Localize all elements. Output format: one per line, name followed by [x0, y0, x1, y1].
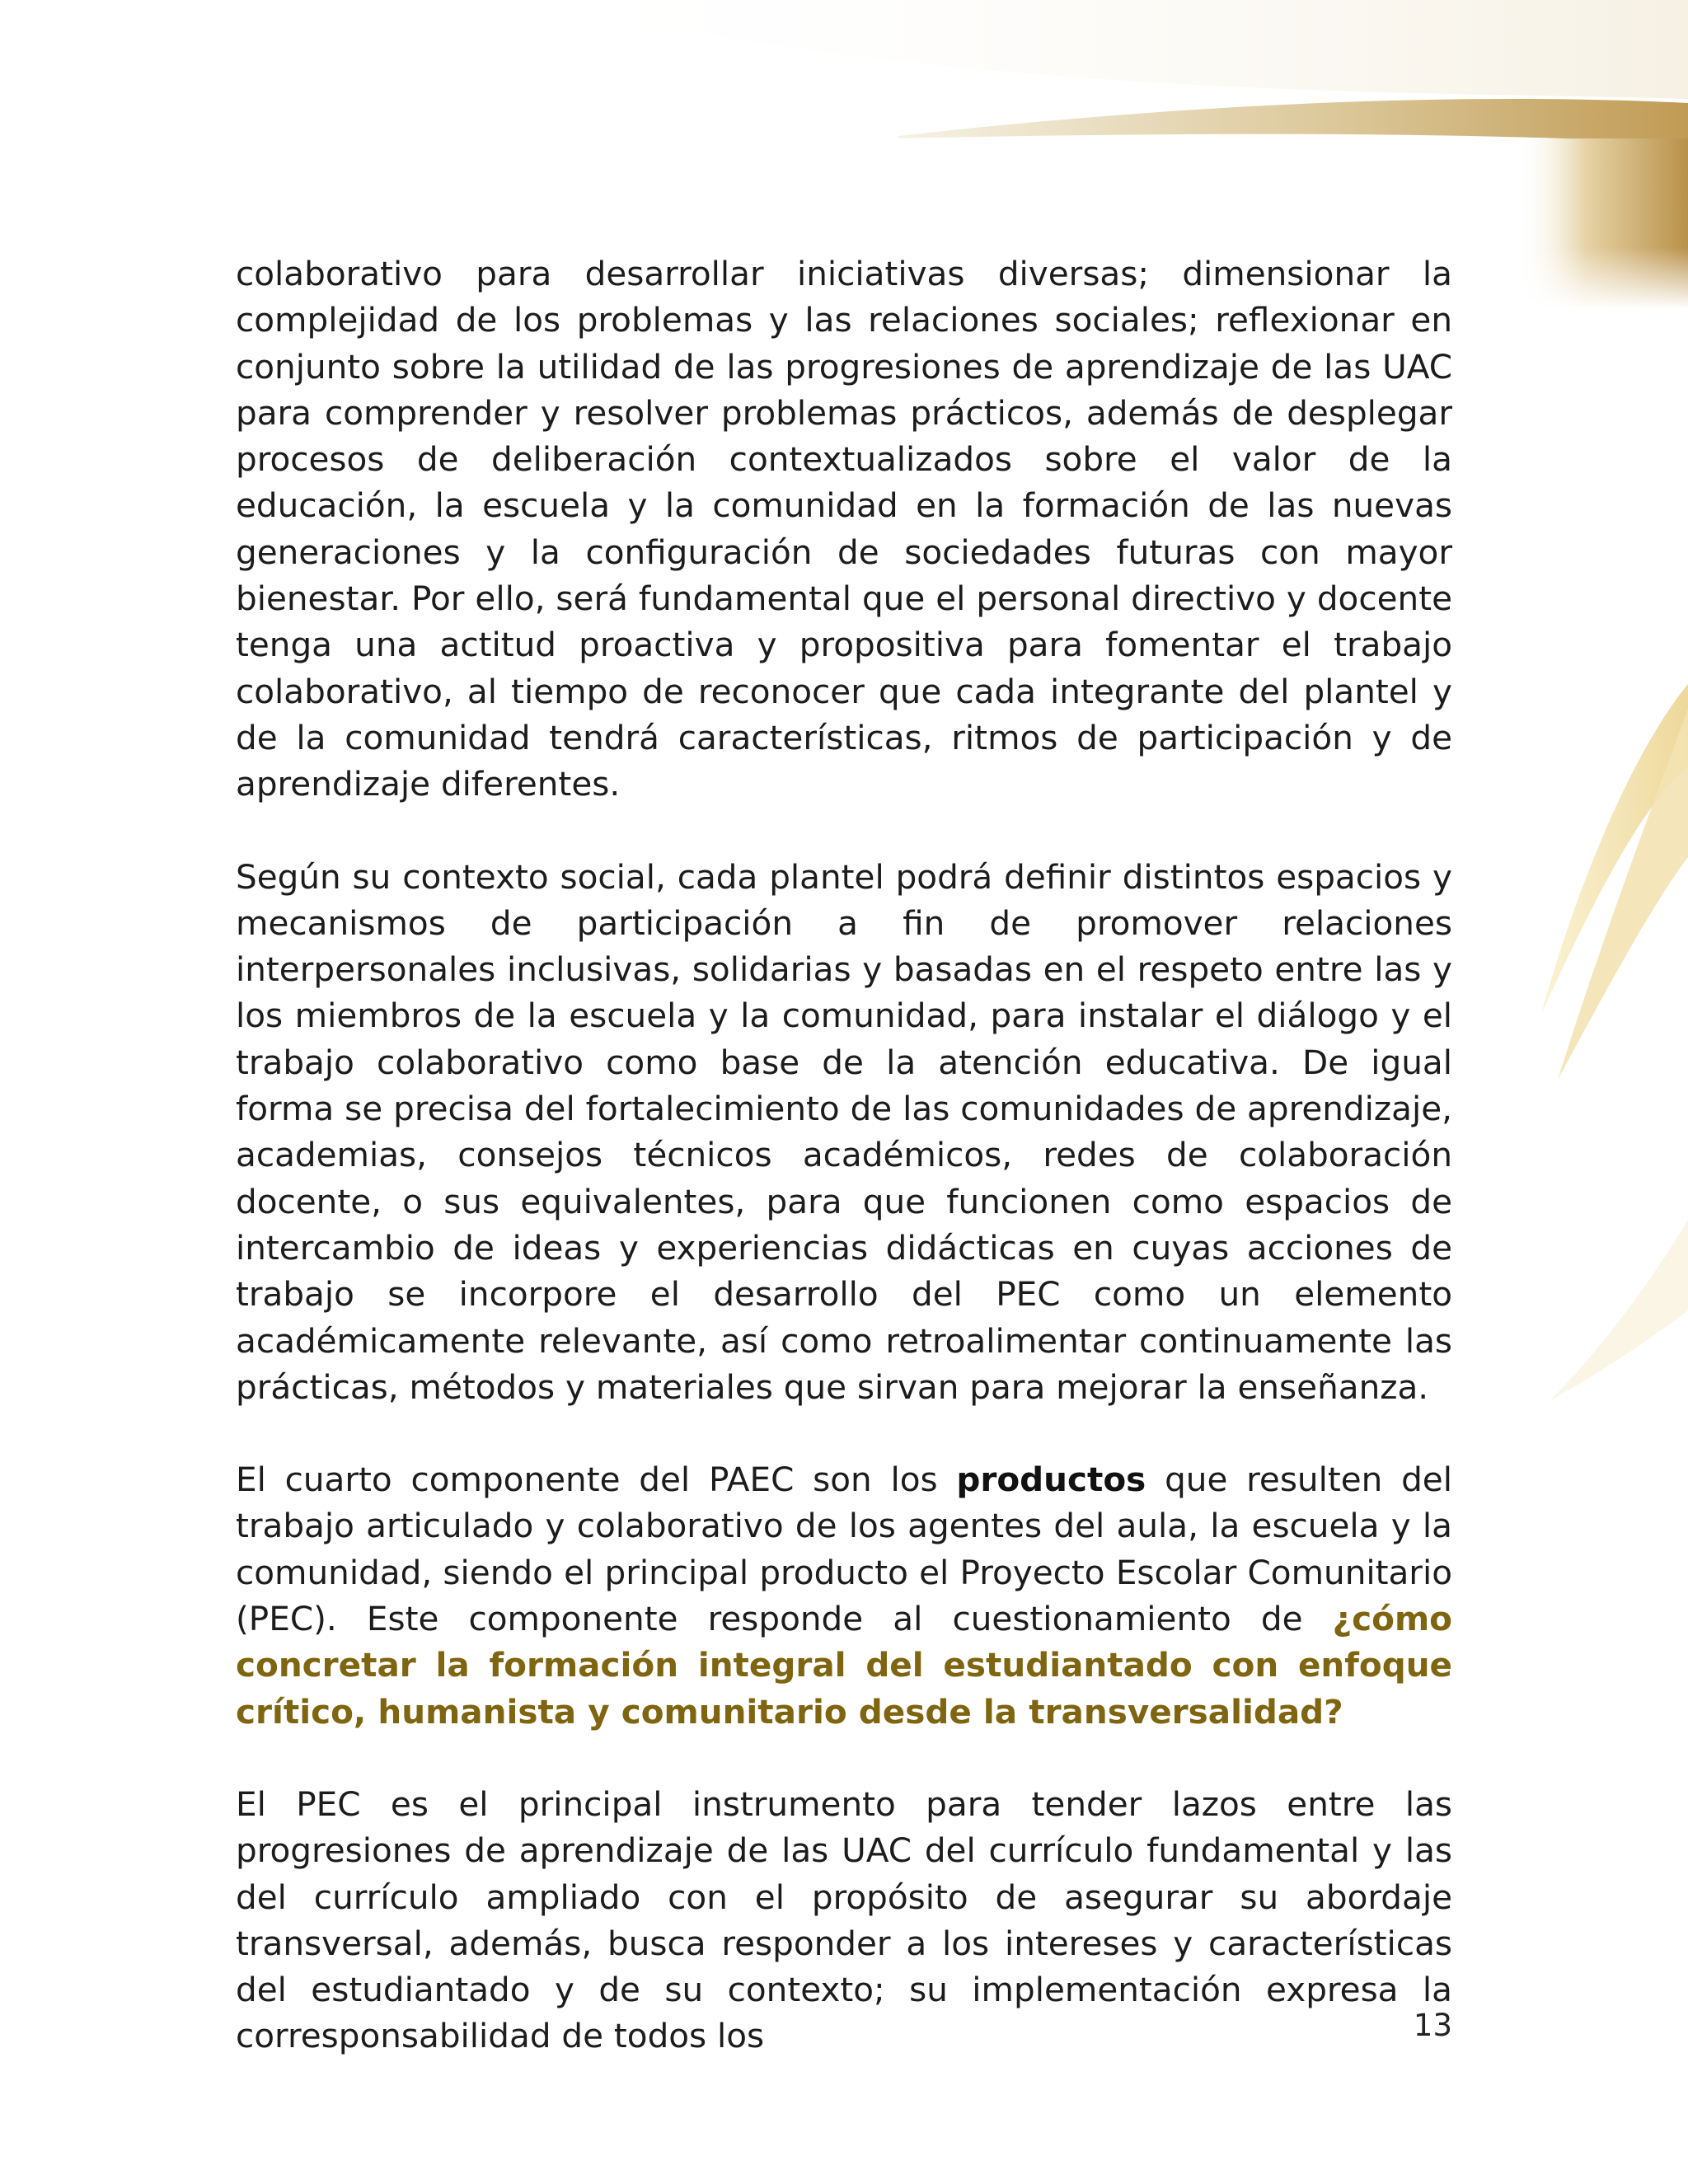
- paragraph-2: Según su contexto social, cada plantel podrá definir distintos espacios y mecanismos de participación a fin de promover relaciones interpersonales inclusivas, solidarias y basadas en el respeto entre las y los miembros de la escuela y la comunidad, para instalar el diálogo y el trabajo colaborativo como base de la atención educativa. De igual forma se precisa del fortalecimiento de las comunidades de aprendizaje, academias, consejos técnicos académicos, redes de colaboración docente, o sus equivalentes, para que funcionen como espacios de intercambio de ideas y experiencias didácticas en cuyas acciones de trabajo se incorpore el desarrollo del PEC como un elemento académicamente relevante, así como retroalimentar continuamente las prácticas, métodos y materiales que sirvan para mejorar la enseñanza.: [236, 856, 1452, 1407]
- document-body: [236, 251, 1452, 2060]
- paragraph-3-text-b: que resulten del trabajo articulado y colaborativo de los agentes del aula, la escuela y la comunidad, siendo el principal producto el Proyecto Escolar Comunitario (PEC). Este componente responde al cuestionamiento de: [236, 1460, 1452, 1639]
- paragraph-4: El PEC es el principal instrumento para tender lazos entre las progresiones de aprendizaje de las UAC del currículo fundamental y las del currículo ampliado con el propósito de asegurar su abordaje transversal, además, busca responder a los intereses y características del estudiantado y de su contexto; su implementación expresa la corresponsabilidad de todos los: [236, 1783, 1452, 2056]
- paragraph-1: colaborativo para desarrollar iniciativas diversas; dimensionar la complejidad de los problemas y las relaciones sociales; reflexionar en conjunto sobre la utilidad de las progresiones de aprendizaje de las UAC para comprender y resolver problemas prácticos, además de desplegar procesos de deliberación contextualizados sobre el valor de la educación, la escuela y la comunidad en la formación de las nuevas generaciones y la configuración de sociedades futuras con mayor bienestar. Por ello, será fundamental que el personal directivo y docente tenga una actitud proactiva y propositiva para fomentar el trabajo colaborativo, al tiempo de reconocer que cada integrante del plantel y de la comunidad tendrá características, ritmos de participación y de aprendizaje diferentes.: [236, 254, 1452, 804]
- page-number: 13: [1413, 2008, 1452, 2043]
- paragraph-3: [236, 1456, 1452, 1735]
- paragraph-3-text-a: El cuarto componente del PAEC son los: [236, 1460, 957, 1500]
- highlighted-question: ¿cómo concretar la formación integral del estudiantado con enfoque crítico, humanista y comunitario desde la transversalidad?: [236, 1599, 1452, 1732]
- bold-term-productos: productos: [956, 1460, 1146, 1500]
